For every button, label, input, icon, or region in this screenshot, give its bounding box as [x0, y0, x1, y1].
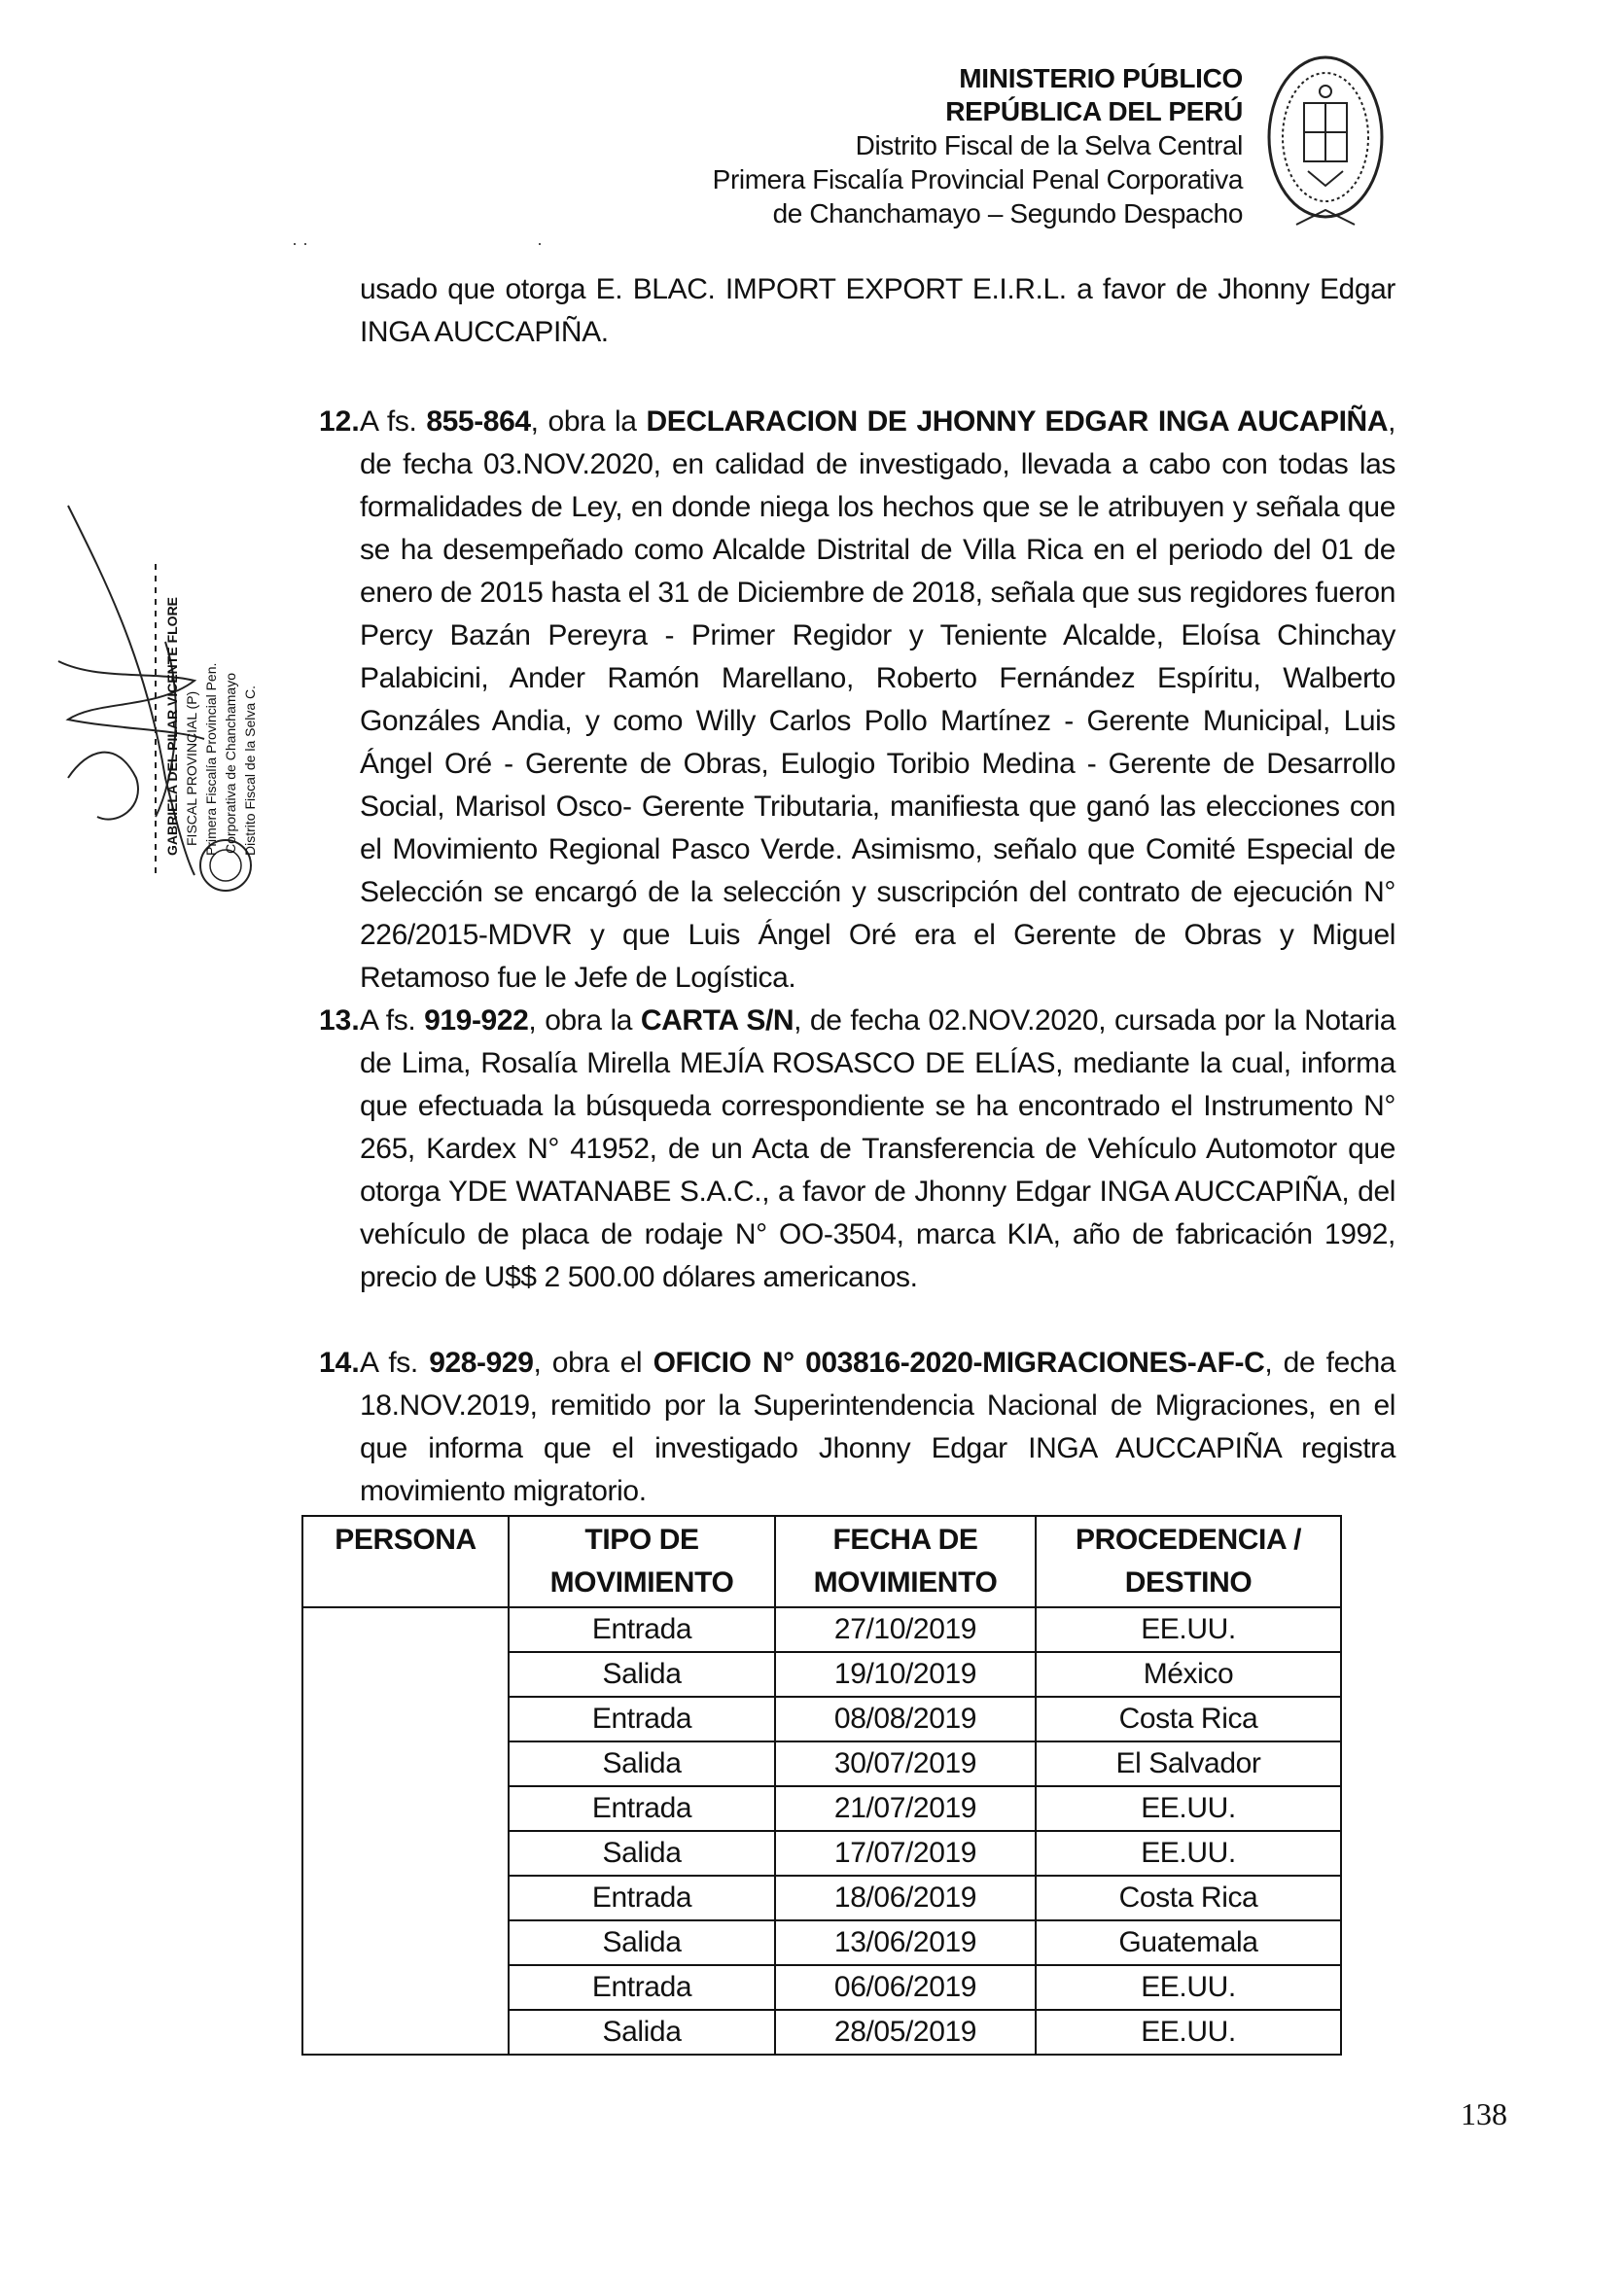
- item-body: , de fecha 02.NOV.2020, cursada por la Notaria de Lima, Rosalía Mirella MEJÍA ROSASCO DE ELÍAS, mediante la cual, informa que efectuada la búsqueda correspondiente se ha encontrado el Instrumento N° 265, Kardex N° 41952, de un Acta de Transferencia de Vehículo Automotor que otorga YDE WATANABE S.A.C., a favor de Jhonny Edgar INGA AUCCAPIÑA, del vehículo de placa de rodaje N° OO-3504, marca KIA, año de fabricación 1992, precio de U$$ 2 500.00 dólares americanos.: [360, 1004, 1396, 1293]
- destino-cell: EE.UU.: [1036, 1965, 1341, 2010]
- scan-mark: ·: [537, 233, 543, 253]
- stamp-line-title: FISCAL PROVINCIAL (P): [184, 690, 199, 846]
- item-folio: 928-929: [429, 1347, 534, 1379]
- stamp-line-location: Corporativa de Chanchamayo: [223, 673, 238, 854]
- column-header-procedencia: PROCEDENCIA / DESTINO: [1036, 1516, 1341, 1607]
- table-row: [302, 1607, 1341, 1652]
- fecha-cell: 30/07/2019: [775, 1741, 1036, 1786]
- signature-stamp: [39, 486, 331, 895]
- column-header-tipo: TIPO DE MOVIMIENTO: [509, 1516, 775, 1607]
- item-number: 13.: [319, 1004, 360, 1037]
- tipo-cell: Entrada: [509, 1876, 775, 1920]
- tipo-cell: Salida: [509, 1741, 775, 1786]
- item-body: , de fecha 03.NOV.2020, en calidad de investigado, llevada a cabo con todas las formalidades de Ley, en donde niega los hechos que se le atribuyen y señala que se ha desempeñado como Alcalde Distrital de Villa Rica en el periodo del 01 de enero de 2015 hasta el 31 de Diciembre de 2018, señala que sus regidores fueron Percy Bazán Pereyra - Primer Regidor y Teniente Alcalde, Eloísa Chinchay Palabicini, Ander Ramón Marellano, Roberto Fernández Espíritu, Walberto Gonzáles Andia, y como Willy Carlos Pollo Martínez - Gerente Municipal, Luis Ángel Oré - Gerente de Obras, Eulogio Toribio Medina - Gerente de Desarrollo Social, Marisol Osco- Gerente Tributaria, manifiesta que ganó las elecciones con el Movimiento Regional Pasco Verde. Asimismo, señalo que Comité Especial de Selección se encargó de la selección y suscripción del contrato de ejecución N° 226/2015-MDVR y que Luis Ángel Oré era el Gerente de Obras y Miguel Retamoso fue le Jefe de Logística.: [360, 405, 1396, 994]
- item-document-title: DECLARACION DE JHONNY EDGAR INGA AUCAPIÑA: [646, 405, 1389, 438]
- item-number: 12.: [319, 405, 360, 438]
- item-folio: 855-864: [426, 405, 531, 438]
- destino-cell: Costa Rica: [1036, 1876, 1341, 1920]
- fecha-cell: 08/08/2019: [775, 1697, 1036, 1741]
- destino-cell: EE.UU.: [1036, 1831, 1341, 1876]
- item-connector: , obra la: [530, 405, 647, 438]
- tipo-cell: Entrada: [509, 1697, 775, 1741]
- stamp-line-office: Primera Fiscalía Provincial Pen.: [203, 662, 219, 856]
- header-office-location: de Chanchamayo – Segundo Despacho: [772, 198, 1243, 229]
- fecha-cell: 27/10/2019: [775, 1607, 1036, 1652]
- item-prefix: A fs.: [360, 405, 427, 438]
- tipo-cell: Salida: [509, 1920, 775, 1965]
- stamp-line-name: GABRIELA DEL PILAR VICENTE FLORE: [164, 596, 180, 856]
- fecha-cell: 06/06/2019: [775, 1965, 1036, 2010]
- item-text: [360, 1000, 1395, 1299]
- list-item: [319, 1342, 1395, 1513]
- item-body: , de fecha 18.NOV.2019, remitido por la Superintendencia Nacional de Migraciones, en el que informa que el investigado Jhonny Edgar INGA AUCCAPIÑA registra movimiento migratorio.: [360, 1347, 1396, 1507]
- destino-cell: Costa Rica: [1036, 1697, 1341, 1741]
- intro-paragraph: usado que otorga E. BLAC. IMPORT EXPORT E.I.R.L. a favor de Jhonny Edgar INGA AUCCAPIÑA.: [360, 273, 1395, 348]
- destino-cell: El Salvador: [1036, 1741, 1341, 1786]
- fecha-cell: 21/07/2019: [775, 1786, 1036, 1831]
- tipo-cell: Salida: [509, 2010, 775, 2055]
- tipo-cell: Entrada: [509, 1965, 775, 2010]
- destino-cell: México: [1036, 1652, 1341, 1697]
- item-connector: , obra el: [533, 1347, 653, 1379]
- item-folio: 919-922: [424, 1004, 529, 1037]
- item-document-title: CARTA S/N: [640, 1004, 794, 1037]
- column-header-fecha: FECHA DE MOVIMIENTO: [775, 1516, 1036, 1607]
- list-item: [319, 1000, 1395, 1299]
- column-header-persona: PERSONA: [302, 1516, 509, 1607]
- tipo-cell: Salida: [509, 1831, 775, 1876]
- stamp-line-district: Distrito Fiscal de la Selva C.: [242, 685, 258, 856]
- item-document-title: OFICIO N° 003816-2020-MIGRACIONES-AF-C: [653, 1347, 1265, 1379]
- fecha-cell: 18/06/2019: [775, 1876, 1036, 1920]
- official-seal-icon: [1257, 35, 1394, 239]
- destino-cell: EE.UU.: [1036, 1786, 1341, 1831]
- item-number: 14.: [319, 1347, 360, 1379]
- scan-mark: · ·: [292, 233, 308, 253]
- destino-cell: EE.UU.: [1036, 2010, 1341, 2055]
- fecha-cell: 17/07/2019: [775, 1831, 1036, 1876]
- header-institution: MINISTERIO PÚBLICO: [959, 63, 1243, 93]
- document-header: [713, 62, 1243, 230]
- destino-cell: Guatemala: [1036, 1920, 1341, 1965]
- header-district: Distrito Fiscal de la Selva Central: [855, 130, 1243, 160]
- tipo-cell: Entrada: [509, 1607, 775, 1652]
- header-country: REPÚBLICA DEL PERÚ: [945, 96, 1243, 126]
- tipo-cell: Salida: [509, 1652, 775, 1697]
- migration-table: [301, 1515, 1342, 2056]
- table-body: [302, 1607, 1341, 2055]
- fecha-cell: 13/06/2019: [775, 1920, 1036, 1965]
- tipo-cell: Entrada: [509, 1786, 775, 1831]
- list-item: [319, 401, 1395, 1000]
- table-header-row: [302, 1516, 1341, 1607]
- fecha-cell: 19/10/2019: [775, 1652, 1036, 1697]
- item-prefix: A fs.: [360, 1004, 425, 1037]
- item-text: [360, 1342, 1395, 1513]
- destino-cell: EE.UU.: [1036, 1607, 1341, 1652]
- persona-cell: [302, 1607, 509, 2055]
- fecha-cell: 28/05/2019: [775, 2010, 1036, 2055]
- item-connector: , obra la: [528, 1004, 641, 1037]
- page-number: 138: [1461, 2096, 1507, 2131]
- item-prefix: A fs.: [360, 1347, 430, 1379]
- header-office: Primera Fiscalía Provincial Penal Corporativa: [712, 164, 1243, 194]
- item-text: [360, 401, 1395, 1000]
